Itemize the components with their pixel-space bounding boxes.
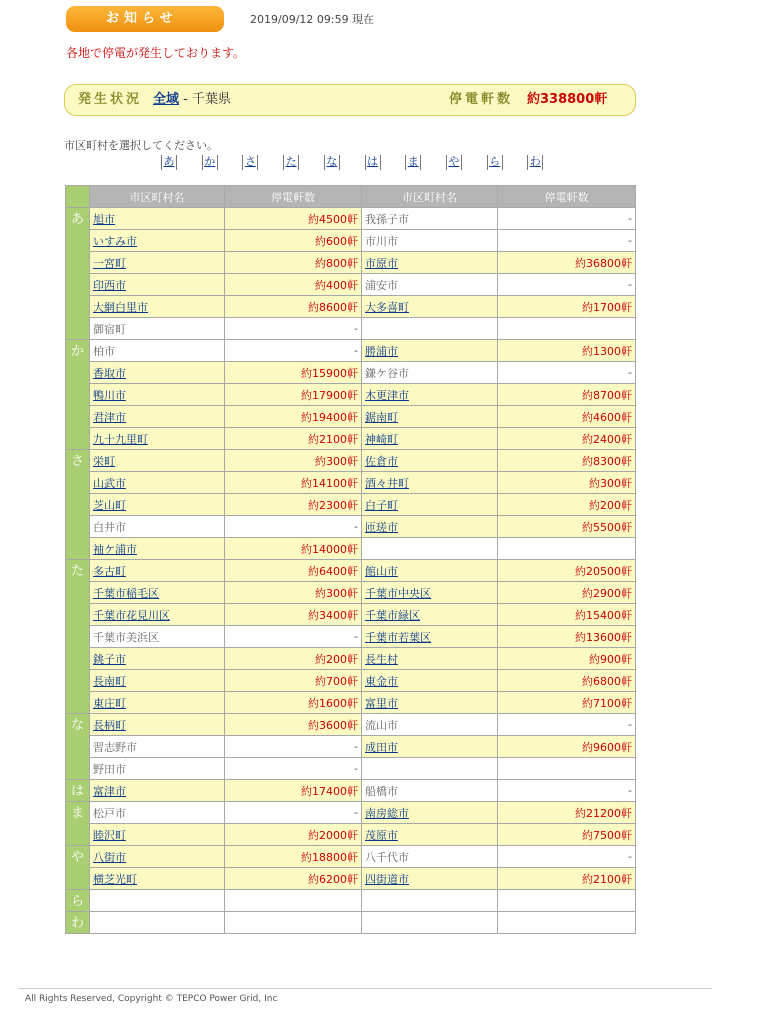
municipality-name: 鎌ケ谷市 <box>362 362 498 384</box>
municipality-name <box>362 538 498 560</box>
outage-count <box>498 890 636 912</box>
update-timestamp: 2019/09/12 09:59 現在 <box>250 13 375 26</box>
outage-count: 約7500軒 <box>498 824 636 846</box>
municipality-link[interactable]: 東庄町 <box>90 692 225 714</box>
municipality-link[interactable]: 千葉市稲毛区 <box>90 582 225 604</box>
outage-count: 約3400軒 <box>225 604 362 626</box>
table-row <box>66 670 636 692</box>
outage-count: 約17400軒 <box>225 780 362 802</box>
outage-count: - <box>225 516 362 538</box>
outage-count: 約4500軒 <box>225 208 362 230</box>
outage-count: - <box>498 846 636 868</box>
kana-nav <box>161 155 543 173</box>
municipality-name: 我孫子市 <box>362 208 498 230</box>
kana-nav-link[interactable]: は <box>365 155 381 170</box>
table-row <box>66 384 636 406</box>
municipality-name: 浦安市 <box>362 274 498 296</box>
municipality-link[interactable]: 千葉市中央区 <box>362 582 498 604</box>
table-row <box>66 428 636 450</box>
table-row <box>66 560 636 582</box>
municipality-link[interactable]: 市原市 <box>362 252 498 274</box>
kana-group-label: や <box>66 846 90 890</box>
municipality-name: 市川市 <box>362 230 498 252</box>
kana-group-label: さ <box>66 450 90 560</box>
kana-nav-link[interactable]: ら <box>487 155 503 170</box>
municipality-name: 千葉市美浜区 <box>90 626 225 648</box>
alert-message: 各地で停電が発生しております。 <box>66 46 246 60</box>
municipality-link[interactable]: 佐倉市 <box>362 450 498 472</box>
municipality-link[interactable]: 旭市 <box>90 208 225 230</box>
kana-group-label: は <box>66 780 90 802</box>
outage-count: 約9600軒 <box>498 736 636 758</box>
table-row <box>66 208 636 230</box>
table-row <box>66 846 636 868</box>
area-link-all[interactable]: 全域 <box>153 92 180 107</box>
outage-count: 約1700軒 <box>498 296 636 318</box>
status-label: 発生状況 <box>78 92 143 107</box>
table-header-row <box>66 186 636 208</box>
outage-count: 約20500軒 <box>498 560 636 582</box>
footer-divider <box>18 988 712 989</box>
outage-count: - <box>225 318 362 340</box>
outage-count: 約900軒 <box>498 648 636 670</box>
table-row <box>66 604 636 626</box>
municipality-name <box>90 890 225 912</box>
outage-table <box>65 185 636 934</box>
kana-group-label: ら <box>66 890 90 912</box>
outage-count: 約600軒 <box>225 230 362 252</box>
municipality-link[interactable]: 一宮町 <box>90 252 225 274</box>
outage-count: 約5500軒 <box>498 516 636 538</box>
status-area <box>153 85 231 115</box>
table-row <box>66 296 636 318</box>
municipality-link[interactable]: 君津市 <box>90 406 225 428</box>
kana-group-label: あ <box>66 208 90 340</box>
table-row <box>66 362 636 384</box>
table-row <box>66 538 636 560</box>
header-name-right: 市区町村名 <box>362 186 498 208</box>
municipality-link[interactable]: 四街道市 <box>362 868 498 890</box>
municipality-name <box>90 912 225 934</box>
outage-count: 約3600軒 <box>225 714 362 736</box>
municipality-link[interactable]: 横芝光町 <box>90 868 225 890</box>
kana-nav-link[interactable]: な <box>324 155 340 170</box>
header-count-left: 停電軒数 <box>225 186 362 208</box>
outage-count: 約1300軒 <box>498 340 636 362</box>
outage-count: 約8600軒 <box>225 296 362 318</box>
kana-nav-link[interactable]: ま <box>405 155 421 170</box>
municipality-name: 習志野市 <box>90 736 225 758</box>
kana-nav-link[interactable]: あ <box>161 155 177 170</box>
municipality-name: 船橋市 <box>362 780 498 802</box>
municipality-link[interactable]: いすみ市 <box>90 230 225 252</box>
kana-nav-link[interactable]: さ <box>242 155 258 170</box>
table-row <box>66 868 636 890</box>
table-row <box>66 890 636 912</box>
select-instruction: 市区町村を選択してください。 <box>64 139 218 152</box>
outage-count: - <box>225 736 362 758</box>
outage-count: 約4600軒 <box>498 406 636 428</box>
municipality-link[interactable]: 九十九里町 <box>90 428 225 450</box>
municipality-link[interactable]: 酒々井町 <box>362 472 498 494</box>
municipality-name: 野田市 <box>90 758 225 780</box>
municipality-link[interactable]: 勝浦市 <box>362 340 498 362</box>
outage-count: 約36800軒 <box>498 252 636 274</box>
header-count-right: 停電軒数 <box>498 186 636 208</box>
outage-count: 約14000軒 <box>225 538 362 560</box>
municipality-link[interactable]: 茂原市 <box>362 824 498 846</box>
municipality-link[interactable]: 匝瑳市 <box>362 516 498 538</box>
municipality-link[interactable]: 長南町 <box>90 670 225 692</box>
municipality-link[interactable]: 千葉市花見川区 <box>90 604 225 626</box>
outage-count: 約8700軒 <box>498 384 636 406</box>
table-row <box>66 516 636 538</box>
outage-count-label: 停電軒数 <box>449 92 514 107</box>
municipality-name <box>362 912 498 934</box>
table-row <box>66 824 636 846</box>
kana-group-label: な <box>66 714 90 780</box>
table-row <box>66 494 636 516</box>
kana-group-label: か <box>66 340 90 450</box>
outage-count: - <box>498 274 636 296</box>
municipality-link[interactable]: 鴨川市 <box>90 384 225 406</box>
municipality-link[interactable]: 大網白里市 <box>90 296 225 318</box>
outage-count: - <box>498 714 636 736</box>
outage-count <box>498 538 636 560</box>
outage-count: - <box>225 758 362 780</box>
header-name-left: 市区町村名 <box>90 186 225 208</box>
municipality-name: 松戸市 <box>90 802 225 824</box>
municipality-link[interactable]: 睦沢町 <box>90 824 225 846</box>
outage-count: 約800軒 <box>225 252 362 274</box>
outage-count: 約200軒 <box>225 648 362 670</box>
kana-nav-link[interactable]: か <box>202 155 218 170</box>
table-row <box>66 780 636 802</box>
municipality-name: 御宿町 <box>90 318 225 340</box>
outage-count: 約7100軒 <box>498 692 636 714</box>
kana-nav-link[interactable]: わ <box>527 155 543 170</box>
outage-count: 約200軒 <box>498 494 636 516</box>
table-row <box>66 340 636 362</box>
outage-count: 約21200軒 <box>498 802 636 824</box>
outage-count: 約18800軒 <box>225 846 362 868</box>
outage-count: - <box>498 230 636 252</box>
municipality-name: 八千代市 <box>362 846 498 868</box>
outage-count: 約300軒 <box>225 450 362 472</box>
kana-header <box>66 186 90 208</box>
municipality-link[interactable]: 成田市 <box>362 736 498 758</box>
outage-count <box>498 318 636 340</box>
table-row <box>66 648 636 670</box>
outage-count: 約2900軒 <box>498 582 636 604</box>
outage-count-value: 約338800軒 <box>527 92 608 107</box>
outage-count: 約8300軒 <box>498 450 636 472</box>
outage-count: - <box>498 780 636 802</box>
outage-count <box>225 890 362 912</box>
outage-count: - <box>225 802 362 824</box>
table-row <box>66 582 636 604</box>
kana-group-label: ま <box>66 802 90 846</box>
municipality-link[interactable]: 白子町 <box>362 494 498 516</box>
municipality-link[interactable]: 木更津市 <box>362 384 498 406</box>
municipality-link[interactable]: 長生村 <box>362 648 498 670</box>
table-row <box>66 626 636 648</box>
table-row <box>66 472 636 494</box>
municipality-link[interactable]: 多古町 <box>90 560 225 582</box>
outage-count: 約2300軒 <box>225 494 362 516</box>
outage-count: 約2000軒 <box>225 824 362 846</box>
municipality-name <box>362 758 498 780</box>
table-row <box>66 450 636 472</box>
outage-count: - <box>225 626 362 648</box>
outage-count: - <box>498 208 636 230</box>
kana-nav-link[interactable]: や <box>446 155 462 170</box>
municipality-link[interactable]: 南房総市 <box>362 802 498 824</box>
outage-count: 約2100軒 <box>225 428 362 450</box>
municipality-link[interactable]: 芝山町 <box>90 494 225 516</box>
municipality-link[interactable]: 鋸南町 <box>362 406 498 428</box>
area-suffix: - 千葉県 <box>179 92 231 107</box>
table-row <box>66 912 636 934</box>
outage-count: 約15900軒 <box>225 362 362 384</box>
outage-count: 約6400軒 <box>225 560 362 582</box>
kana-nav-link[interactable]: た <box>283 155 299 170</box>
municipality-link[interactable]: 山武市 <box>90 472 225 494</box>
status-bar <box>64 84 636 116</box>
kana-group-label: わ <box>66 912 90 934</box>
outage-count: 約15400軒 <box>498 604 636 626</box>
outage-count: 約17900軒 <box>225 384 362 406</box>
table-row <box>66 274 636 296</box>
table-row <box>66 692 636 714</box>
outage-count: 約19400軒 <box>225 406 362 428</box>
table-row <box>66 736 636 758</box>
outage-count: - <box>498 362 636 384</box>
table-row <box>66 318 636 340</box>
table-row <box>66 230 636 252</box>
municipality-link[interactable]: 香取市 <box>90 362 225 384</box>
municipality-name: 柏市 <box>90 340 225 362</box>
municipality-link[interactable]: 大多喜町 <box>362 296 498 318</box>
table-row <box>66 714 636 736</box>
municipality-link[interactable]: 千葉市緑区 <box>362 604 498 626</box>
outage-count: 約6200軒 <box>225 868 362 890</box>
municipality-name: 白井市 <box>90 516 225 538</box>
notice-tab: お知らせ <box>66 6 224 32</box>
municipality-name <box>362 318 498 340</box>
table-row <box>66 252 636 274</box>
outage-count: 約14100軒 <box>225 472 362 494</box>
outage-count: 約300軒 <box>498 472 636 494</box>
municipality-link[interactable]: 富里市 <box>362 692 498 714</box>
outage-count: 約2400軒 <box>498 428 636 450</box>
outage-count <box>498 912 636 934</box>
outage-count: 約13600軒 <box>498 626 636 648</box>
table-row <box>66 758 636 780</box>
municipality-link[interactable]: 八街市 <box>90 846 225 868</box>
municipality-name <box>362 890 498 912</box>
municipality-link[interactable]: 印西市 <box>90 274 225 296</box>
outage-count: 約6800軒 <box>498 670 636 692</box>
municipality-link[interactable]: 長柄町 <box>90 714 225 736</box>
outage-count: 約400軒 <box>225 274 362 296</box>
outage-count: 約300軒 <box>225 582 362 604</box>
table-row <box>66 802 636 824</box>
outage-count: 約700軒 <box>225 670 362 692</box>
outage-count: - <box>225 340 362 362</box>
municipality-link[interactable]: 館山市 <box>362 560 498 582</box>
municipality-link[interactable]: 千葉市若葉区 <box>362 626 498 648</box>
municipality-link[interactable]: 東金市 <box>362 670 498 692</box>
outage-count: 約2100軒 <box>498 868 636 890</box>
outage-count: 約1600軒 <box>225 692 362 714</box>
municipality-link[interactable]: 袖ケ浦市 <box>90 538 225 560</box>
copyright: All Rights Reserved, Copyright © TEPCO Power Grid, Inc <box>25 994 278 1004</box>
kana-group-label: た <box>66 560 90 714</box>
municipality-link[interactable]: 銚子市 <box>90 648 225 670</box>
table-row <box>66 406 636 428</box>
municipality-link[interactable]: 栄町 <box>90 450 225 472</box>
outage-count <box>498 758 636 780</box>
municipality-name: 流山市 <box>362 714 498 736</box>
municipality-link[interactable]: 富津市 <box>90 780 225 802</box>
municipality-link[interactable]: 神崎町 <box>362 428 498 450</box>
outage-count <box>225 912 362 934</box>
